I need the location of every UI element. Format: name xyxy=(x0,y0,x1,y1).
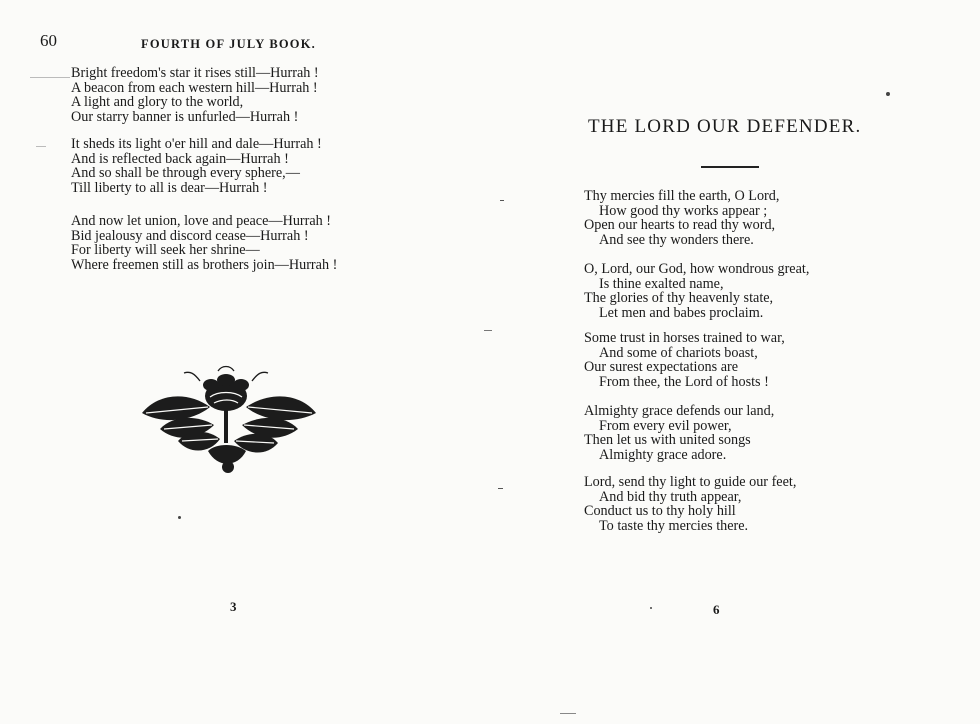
verse-line: Then let us with united songs xyxy=(584,432,751,449)
verse-line: And see thy wonders there. xyxy=(599,231,754,248)
right-stanza-2 xyxy=(584,262,809,320)
gutter-mark xyxy=(498,488,503,489)
scan-speck xyxy=(886,92,890,96)
gutter-mark xyxy=(560,713,576,714)
verse-line: Conduct us to thy holy hill xyxy=(584,503,736,520)
right-stanza-1 xyxy=(584,189,779,247)
verse-line: Bid jealousy and discord cease—Hurrah ! xyxy=(71,227,309,244)
verse-line: And is reflected back again—Hurrah ! xyxy=(71,150,289,167)
folio-number: 3 xyxy=(230,599,237,614)
verse-line: Thy mercies fill the earth, O Lord, xyxy=(584,188,780,204)
left-stanza-1 xyxy=(71,66,319,124)
verse-line: Lord, send thy light to guide our feet, xyxy=(584,474,797,490)
folio-number: 6 xyxy=(713,602,720,617)
verse-line: Till liberty to all is dear—Hurrah ! xyxy=(71,179,268,196)
verse-line: From every evil power, xyxy=(599,417,732,434)
page-number: 60 xyxy=(40,31,57,50)
right-stanza-4 xyxy=(584,404,774,462)
gutter-mark xyxy=(484,330,492,331)
verse-line: Where freemen still as brothers join—Hurrah ! xyxy=(71,256,338,273)
verse-line: Open our hearts to read thy word, xyxy=(584,217,776,234)
verse-line: From thee, the Lord of hosts ! xyxy=(599,373,769,390)
verse-line: It sheds its light o'er hill and dale—Hurrah ! xyxy=(71,136,322,152)
scan-streak xyxy=(36,146,46,147)
verse-line: And some of chariots boast, xyxy=(599,344,758,361)
gutter-mark xyxy=(500,200,504,201)
verse-line: A light and glory to the world, xyxy=(71,94,244,111)
verse-line: The glories of thy heavenly state, xyxy=(584,290,774,307)
verse-line: Almighty grace defends our land, xyxy=(584,403,775,419)
verse-line: Is thine exalted name, xyxy=(599,275,724,292)
verse-line: Our surest expectations are xyxy=(584,359,739,376)
right-page xyxy=(490,0,980,724)
verse-line: And so shall be through every sphere,— xyxy=(71,165,300,182)
verse-line: Bright freedom's star it rises still—Hurrah ! xyxy=(71,65,319,81)
left-stanza-2 xyxy=(71,137,322,195)
verse-line: Our starry banner is unfurled—Hurrah ! xyxy=(71,108,299,125)
scan-speck xyxy=(178,516,181,519)
scan-streak xyxy=(30,77,70,78)
verse-line: For liberty will seek her shrine— xyxy=(71,242,260,259)
poem-title: THE LORD OUR DEFENDER. xyxy=(588,116,862,137)
scan-speck xyxy=(650,607,652,609)
verse-line: Some trust in horses trained to war, xyxy=(584,330,785,346)
verse-line: Almighty grace adore. xyxy=(599,446,727,463)
verse-line: A beacon from each western hill—Hurrah ! xyxy=(71,79,318,96)
right-stanza-5 xyxy=(584,475,796,533)
verse-line: How good thy works appear ; xyxy=(599,202,768,219)
left-stanza-3 xyxy=(71,214,337,272)
verse-line: Let men and babes proclaim. xyxy=(599,304,764,321)
verse-line: To taste thy mercies there. xyxy=(599,517,749,534)
verse-line: And bid thy truth appear, xyxy=(599,488,742,505)
right-stanza-3 xyxy=(584,331,785,389)
running-head: FOURTH OF JULY BOOK. xyxy=(141,37,316,51)
title-rule xyxy=(701,166,759,168)
verse-line: And now let union, love and peace—Hurrah ! xyxy=(71,213,332,229)
verse-line: O, Lord, our God, how wondrous great, xyxy=(584,261,810,277)
floral-ornament-icon xyxy=(138,363,320,475)
